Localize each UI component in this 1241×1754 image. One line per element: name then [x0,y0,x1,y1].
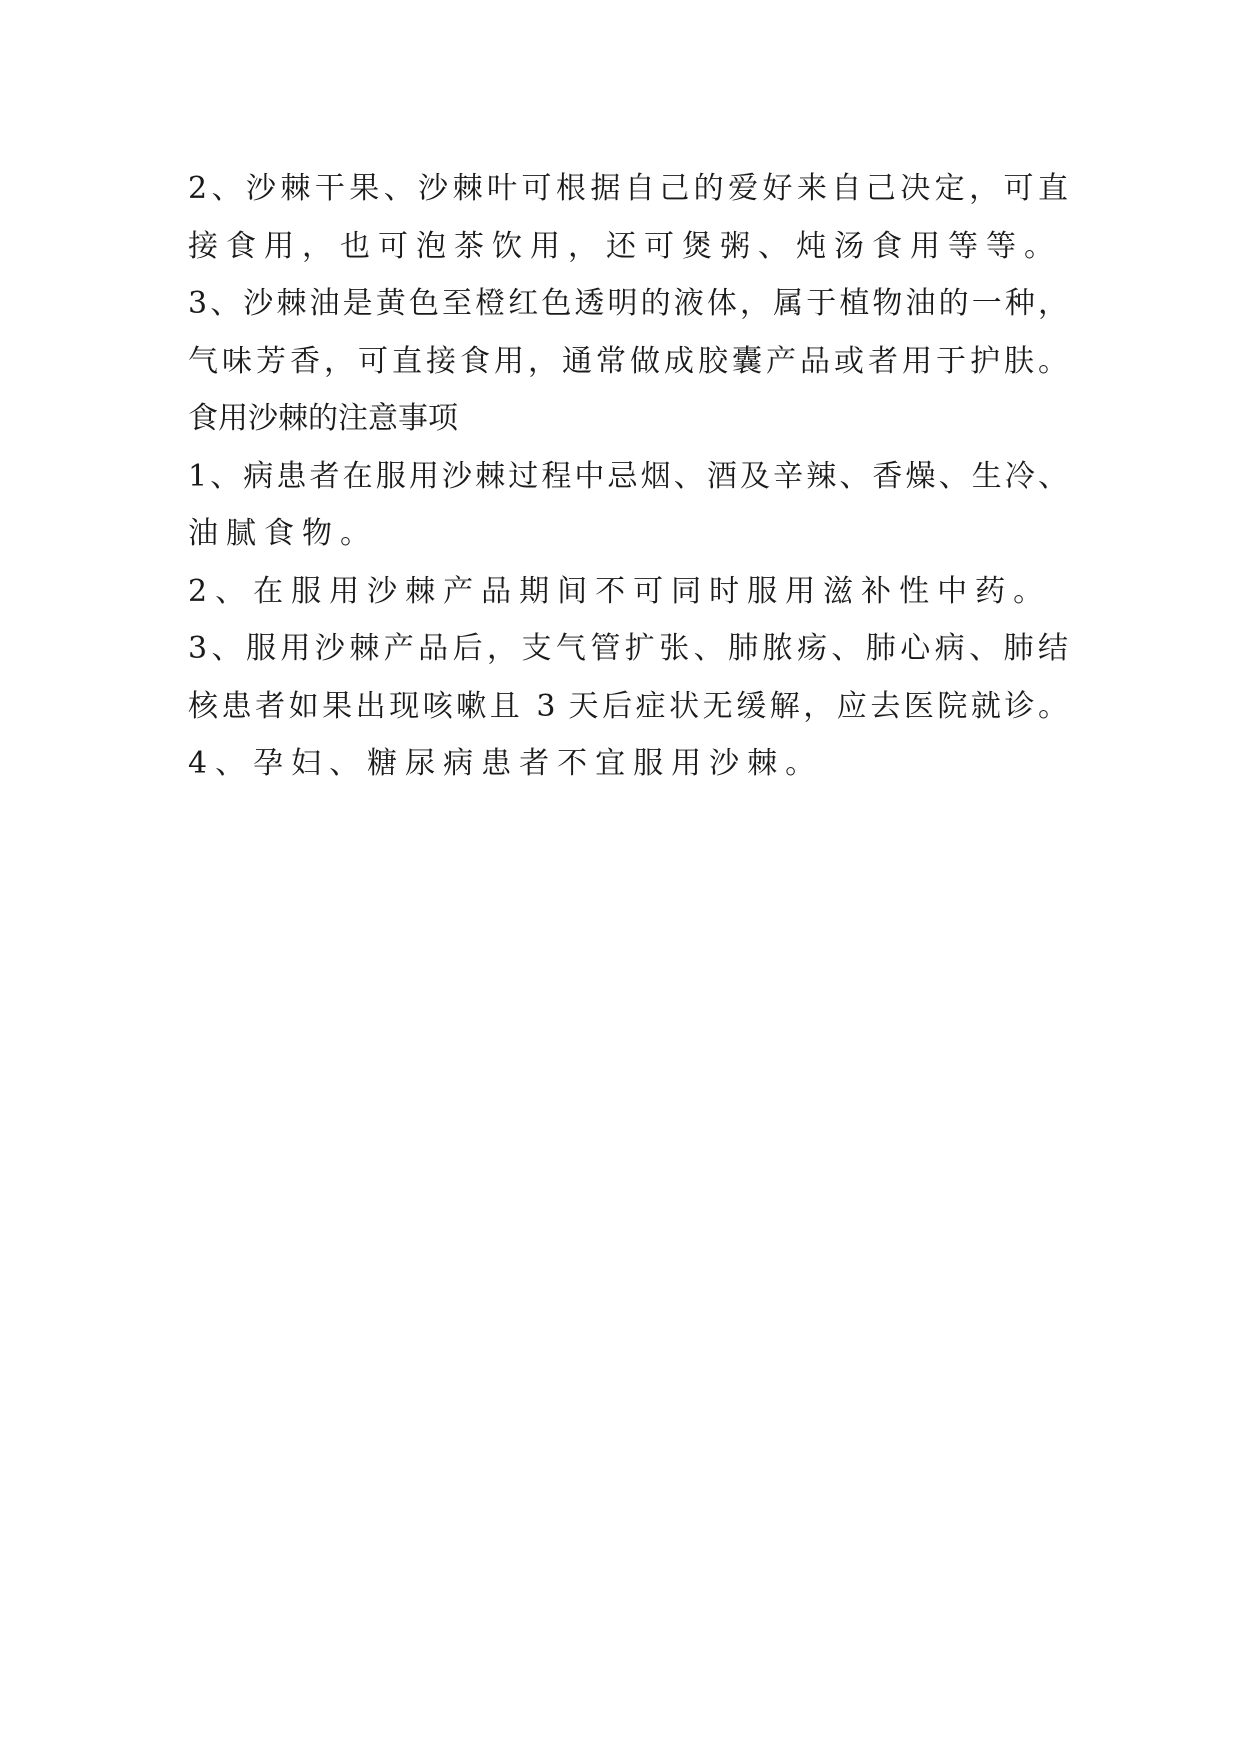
paragraph-line-7: 油腻食物。 [188,516,378,551]
paragraph-line-10: 核患者如果出现咳嗽且 3 天后症状无缓解，应去医院就诊。 [188,688,1068,724]
paragraph-line-4: 气味芳香，可直接食用，通常做成胶囊产品或者用于护肤。 [188,343,1068,379]
document-body [188,160,1068,793]
paragraph-line-11: 4、孕妇、糖尿病患者不宜服用沙棘。 [188,746,824,781]
paragraph-line-8: 2、在服用沙棘产品期间不可同时服用滋补性中药。 [188,573,1052,609]
paragraph-line-9: 3、服用沙棘产品后，支气管扩张、肺脓疡、肺心病、肺结 [188,631,1068,666]
paragraph-line-3: 3、沙棘油是黄色至橙红色透明的液体，属于植物油的一种， [188,286,1068,321]
section-heading: 食用沙棘的注意事项 [188,401,458,436]
paragraph-line-2: 接食用，也可泡茶饮用，还可煲粥、炖汤食用等等。 [188,228,1062,264]
paragraph-line-6: 1、病患者在服用沙棘过程中忌烟、酒及辛辣、香燥、生冷、 [188,458,1068,494]
paragraph-line-1: 2、沙棘干果、沙棘叶可根据自己的爱好来自己决定，可直 [188,171,1068,206]
